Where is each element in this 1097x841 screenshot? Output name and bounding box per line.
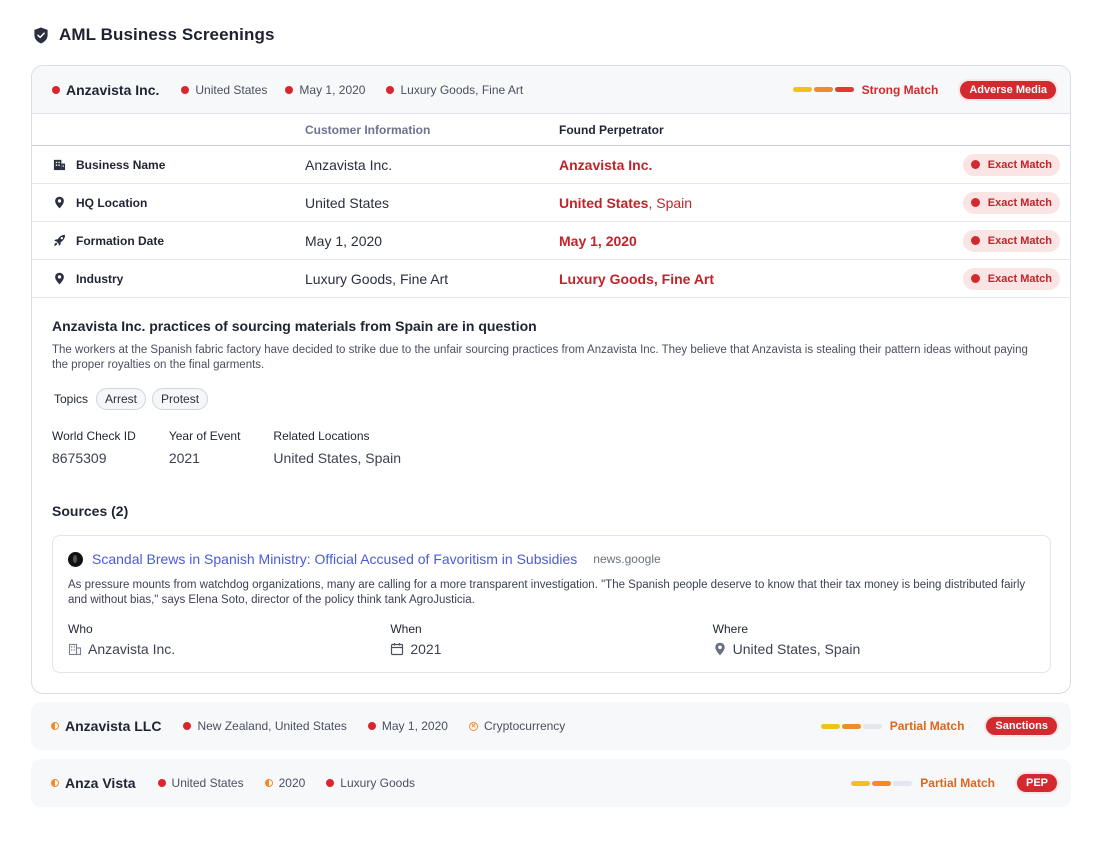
entity-name: Anzavista Inc. xyxy=(66,81,160,98)
customer-value: May 1, 2020 xyxy=(305,232,383,249)
match-bar xyxy=(851,781,870,786)
customer-value: Luxury Goods, Fine Art xyxy=(305,270,449,287)
table-row xyxy=(32,260,1070,298)
topics-label: Topics xyxy=(54,392,89,406)
table-row xyxy=(32,184,1070,222)
found-value: United States, Spain xyxy=(559,194,693,211)
screening-result-row[interactable] xyxy=(31,759,1071,807)
row-label: Business Name xyxy=(76,157,166,172)
comparison-table-header xyxy=(32,114,1070,146)
match-bar xyxy=(835,87,854,92)
partial-match-icon xyxy=(265,779,273,787)
match-bar xyxy=(872,781,891,786)
match-bar xyxy=(842,724,861,729)
topics-row xyxy=(54,388,1050,410)
match-dot-icon xyxy=(183,722,191,730)
match-dot-icon xyxy=(971,274,980,283)
match-dot-icon xyxy=(971,236,980,245)
page-header xyxy=(33,24,275,46)
match-label: Partial Match xyxy=(920,776,995,790)
meta-date: May 1, 2020 xyxy=(285,83,365,97)
meta-date: May 1, 2020 xyxy=(368,719,448,733)
found-value: Luxury Goods, Fine Art xyxy=(559,270,715,287)
source-excerpt: As pressure mounts from watchdog organizations, many are calling for a more transparent investigation. "The Spanish people deserve to know that their tax money is being distributed fairly and without bias," says Elena Soto, director of the policy think tank AgroJusticia. xyxy=(68,579,1026,606)
shield-check-icon xyxy=(33,27,49,44)
article-headline: Anzavista Inc. practices of sourcing materials from Spain are in question xyxy=(52,318,537,334)
customer-value: Anzavista Inc. xyxy=(305,156,393,173)
match-dot-icon xyxy=(386,86,394,94)
row-label: Industry xyxy=(76,271,124,286)
table-row xyxy=(32,146,1070,184)
screening-card-header[interactable] xyxy=(32,66,1070,114)
match-bar xyxy=(793,87,812,92)
exact-match-badge: Exact Match xyxy=(963,154,1060,176)
meta-industry: Cryptocurrency xyxy=(469,719,565,733)
match-strength-bars xyxy=(851,781,912,786)
screening-result-row[interactable] xyxy=(31,702,1071,750)
calendar-icon xyxy=(390,642,404,656)
fact-world-check-id: World Check ID 8675309 xyxy=(52,429,136,466)
category-tag: PEP xyxy=(1015,772,1059,794)
meta-industry: Luxury Goods, Fine Art xyxy=(386,83,523,97)
article-facts xyxy=(52,429,1050,466)
match-dot-icon xyxy=(181,86,189,94)
source-logo-icon xyxy=(68,552,83,567)
entity-name: Anza Vista xyxy=(65,775,136,791)
source-when: When 2021 xyxy=(390,622,442,657)
source-domain: news.google xyxy=(593,552,661,566)
name-status-dot xyxy=(51,779,59,787)
category-tag: Adverse Media xyxy=(958,79,1058,101)
exact-match-badge: Exact Match xyxy=(963,230,1060,252)
match-bar xyxy=(863,724,882,729)
match-strength-bars xyxy=(821,724,882,729)
fact-related-locations: Related Locations United States, Spain xyxy=(273,429,402,466)
customer-value: United States xyxy=(305,194,390,211)
row-label: Formation Date xyxy=(76,233,165,248)
row-label: HQ Location xyxy=(76,195,148,210)
topic-chip-protest[interactable]: Protest xyxy=(152,388,208,410)
entity-name: Anzavista LLC xyxy=(65,718,162,734)
name-status-dot xyxy=(51,722,59,730)
source-card xyxy=(52,535,1051,673)
match-dot-icon xyxy=(158,779,166,787)
exact-match-badge: Exact Match xyxy=(963,268,1060,290)
rocket-icon xyxy=(52,234,66,248)
meta-country: New Zealand, United States xyxy=(183,719,346,733)
category-tag: Sanctions xyxy=(984,715,1059,737)
no-match-icon xyxy=(469,722,478,731)
name-status-dot xyxy=(52,86,60,94)
article-detail xyxy=(32,298,1070,673)
location-pin-icon xyxy=(52,272,66,286)
found-value: Anzavista Inc. xyxy=(559,156,653,173)
match-bar xyxy=(821,724,840,729)
building-icon xyxy=(68,642,82,656)
match-dot-icon xyxy=(971,160,980,169)
match-dot-icon xyxy=(971,198,980,207)
location-pin-icon xyxy=(52,196,66,210)
match-bar xyxy=(893,781,912,786)
topic-chip-arrest[interactable]: Arrest xyxy=(96,388,146,410)
match-label: Strong Match xyxy=(861,82,939,97)
screening-card-primary xyxy=(31,65,1071,694)
match-label: Partial Match xyxy=(889,719,965,733)
source-where: Where United States, Spain xyxy=(712,622,861,657)
meta-industry: Luxury Goods xyxy=(326,776,415,790)
match-dot-icon xyxy=(326,779,334,787)
meta-country: United States xyxy=(181,83,267,97)
meta-date: 2020 xyxy=(265,776,306,790)
column-customer-information: Customer Information xyxy=(305,122,431,137)
source-who: Who Anzavista Inc. xyxy=(68,622,176,657)
page-title: AML Business Screenings xyxy=(59,25,275,44)
table-row xyxy=(32,222,1070,260)
building-icon xyxy=(52,158,66,172)
column-found-perpetrator: Found Perpetrator xyxy=(559,122,664,137)
fact-year-of-event: Year of Event 2021 xyxy=(168,429,241,466)
source-title-link[interactable]: Scandal Brews in Spanish Ministry: Official Accused of Favoritism in Subsidies xyxy=(92,551,578,567)
found-value: May 1, 2020 xyxy=(559,232,637,249)
exact-match-badge: Exact Match xyxy=(963,192,1060,214)
match-dot-icon xyxy=(285,86,293,94)
location-pin-icon xyxy=(713,642,727,656)
match-dot-icon xyxy=(368,722,376,730)
meta-country: United States xyxy=(158,776,244,790)
match-strength-bars xyxy=(793,87,854,92)
sources-title: Sources (2) xyxy=(52,503,129,519)
article-summary: The workers at the Spanish fabric factory have decided to strike due to the unfair sourcing practices from Anzavista Inc. They believe that Anzavista is stealing their pattern ideas without paying the proper royalties on the final garments. xyxy=(52,344,1028,371)
match-bar xyxy=(814,87,833,92)
